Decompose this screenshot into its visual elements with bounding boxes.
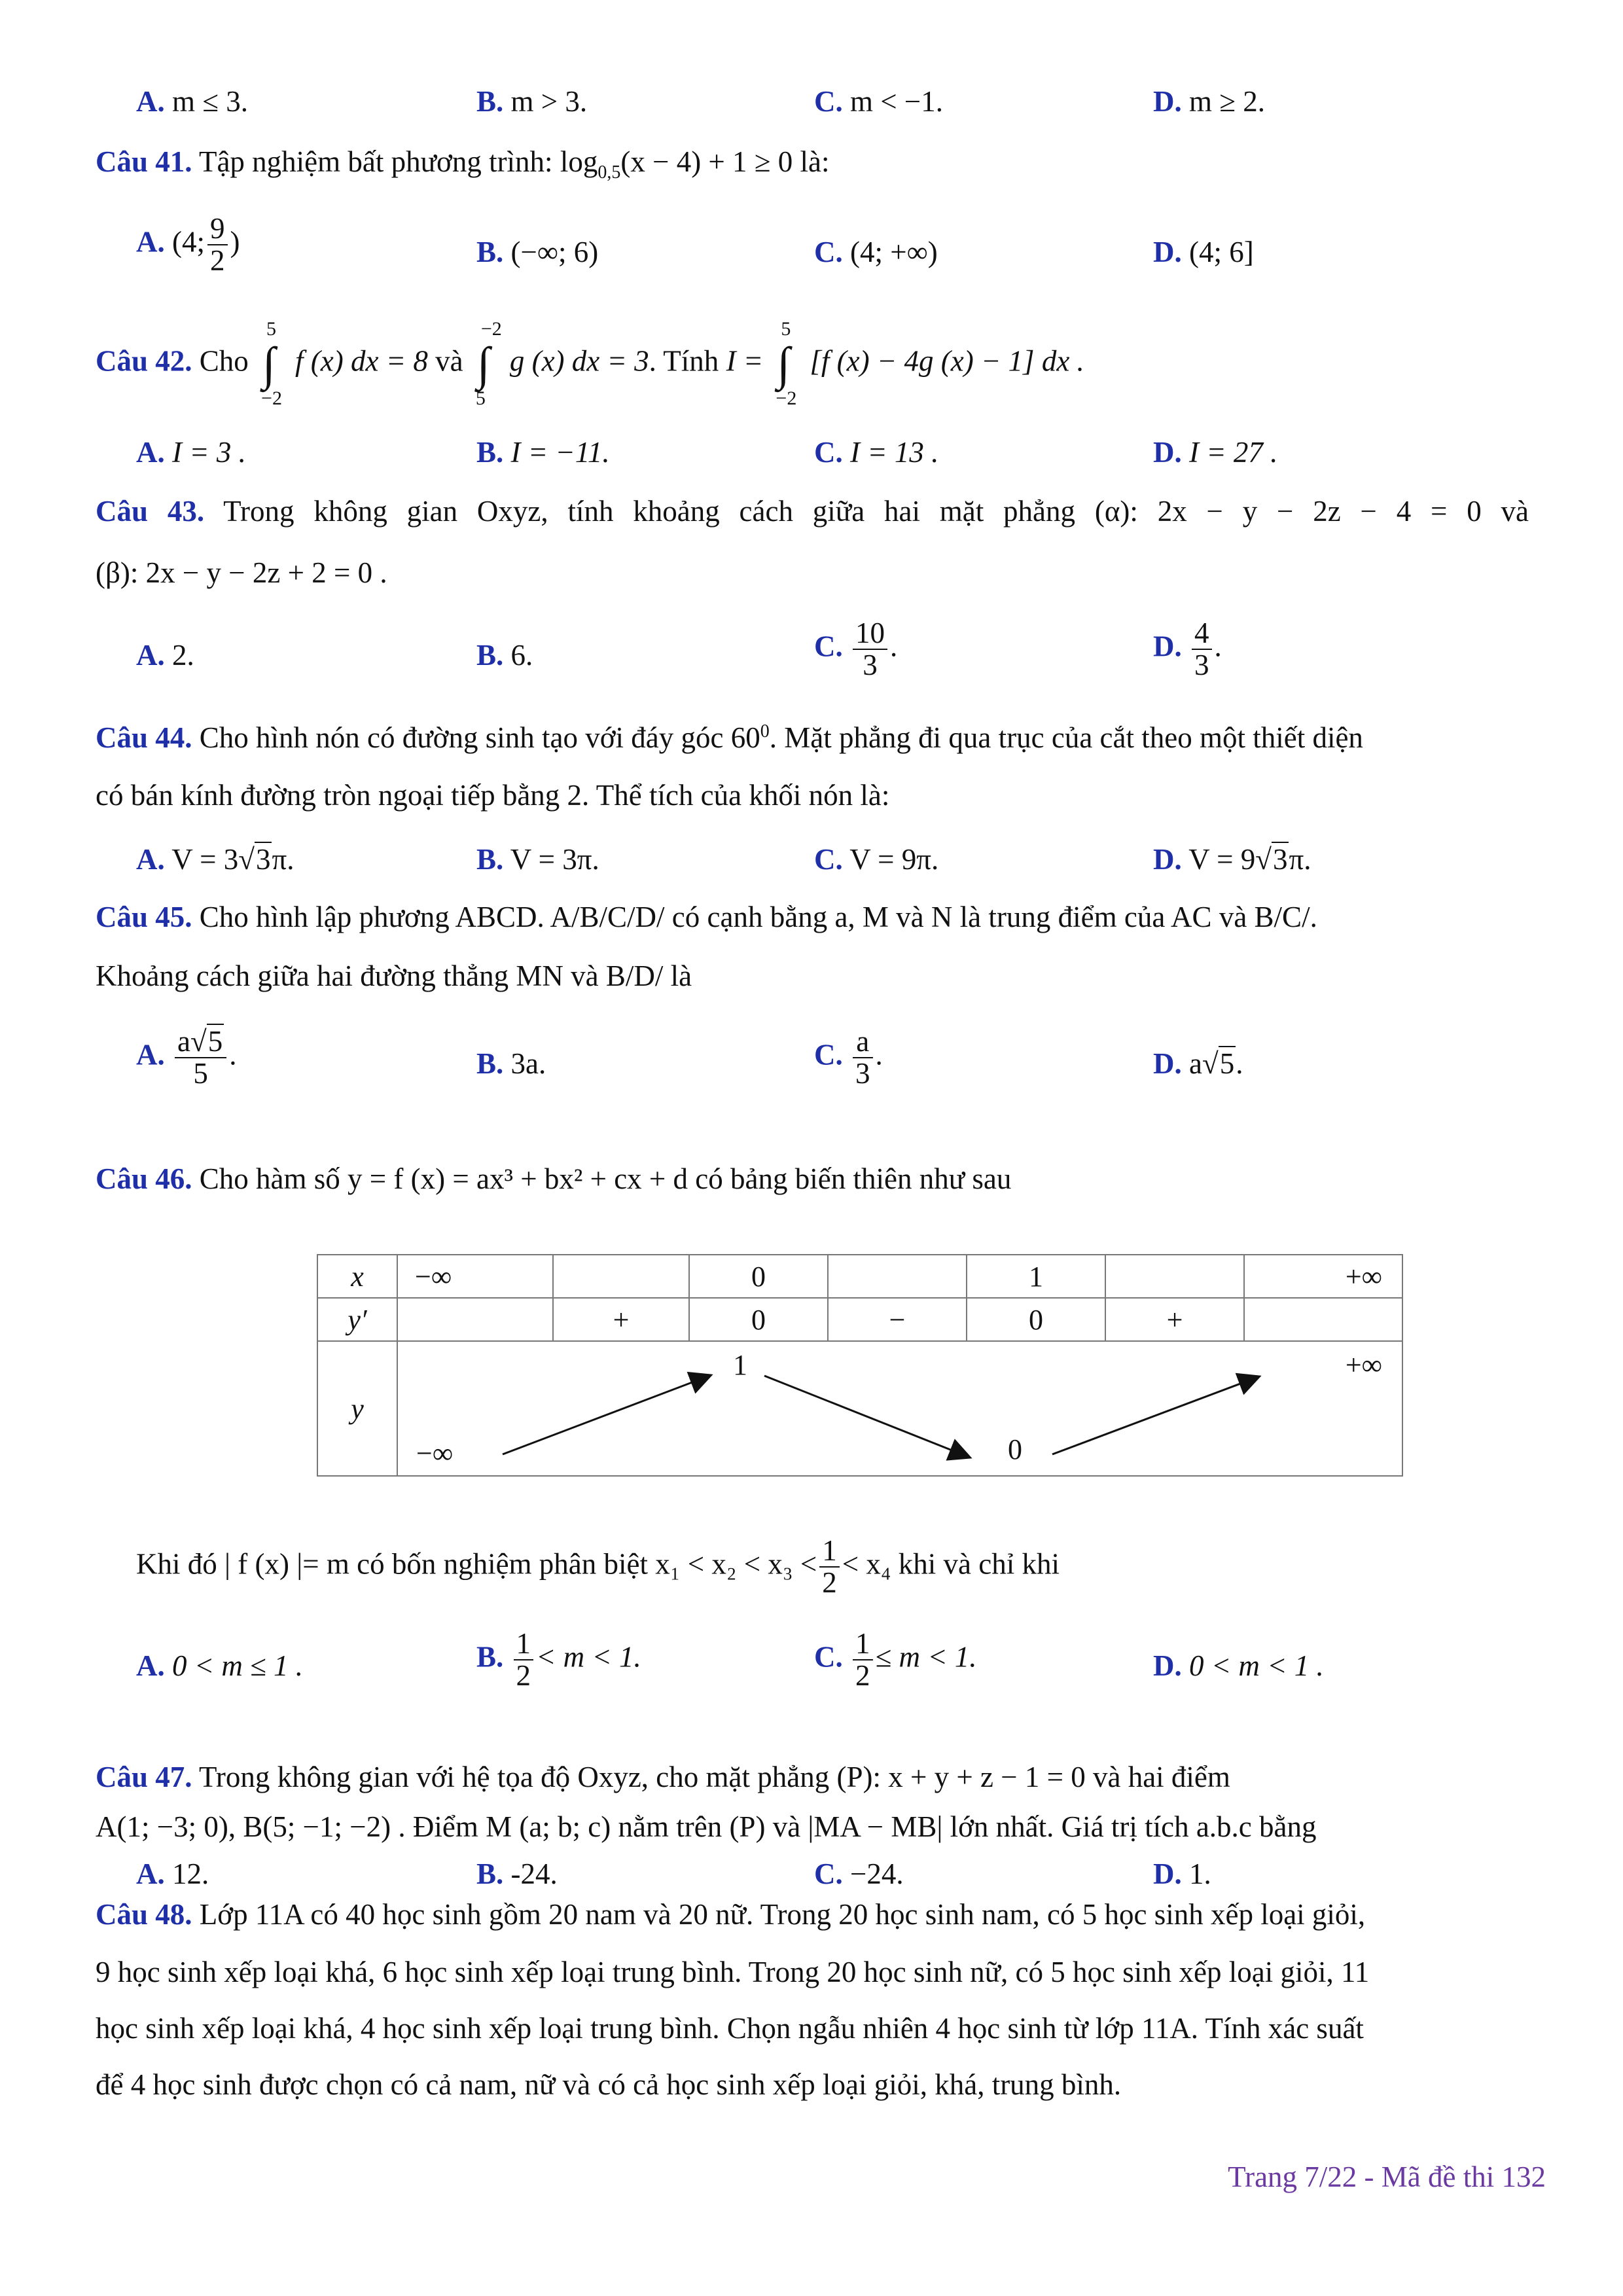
upper-limit: 5 xyxy=(781,318,791,340)
q47-stem-line1 xyxy=(96,1761,1230,1795)
numerator: 1 xyxy=(514,1628,534,1660)
option-text: I = 27 . xyxy=(1189,436,1278,469)
punctuation: . xyxy=(1236,1047,1243,1080)
integral-2 xyxy=(471,318,510,410)
fraction xyxy=(819,1535,840,1599)
q42-option-b[interactable] xyxy=(476,436,610,470)
q45-stem-line2: Khoảng cách giữa hai đường thẳng MN và B/D/ là xyxy=(96,960,692,992)
integral-sign: ∫ xyxy=(262,338,276,390)
question-text: Tập nghiệm bất phương trình: xyxy=(198,145,553,178)
radicand: 3 xyxy=(1272,843,1288,876)
option-label: C. xyxy=(814,85,843,118)
option-text: m < −1. xyxy=(850,85,944,118)
option-label: B. xyxy=(476,436,504,469)
yprime-label: y′ xyxy=(317,1298,397,1341)
option-text: 0 < m ≤ 1 . xyxy=(172,1649,304,1682)
y-value: −∞ xyxy=(416,1437,454,1469)
q42-option-a[interactable] xyxy=(136,436,246,470)
yprime-zero: 0 xyxy=(689,1298,828,1341)
increasing-arrow-2 xyxy=(1052,1377,1258,1454)
denominator: 2 xyxy=(516,1659,531,1693)
q46-option-d[interactable] xyxy=(1153,1649,1324,1683)
option-text: V = 3 xyxy=(171,843,239,876)
question-number: Câu 41. xyxy=(96,145,192,178)
option-label: A. xyxy=(136,225,165,259)
question-text: Cho hình lập phương ABCD. A/B/C/D/ có cạnh bằng a, M và N là trung điểm của AC và B/C/. xyxy=(199,901,1317,933)
option-text: V = 9π. xyxy=(849,843,939,876)
q46-condition xyxy=(136,1535,1060,1599)
integral-body: g (x) dx = 3 xyxy=(509,344,649,378)
option-text: ) xyxy=(230,225,240,259)
punctuation: . xyxy=(890,630,898,663)
denominator: 3 xyxy=(1194,649,1209,682)
option-text: I = −11. xyxy=(510,436,610,469)
option-label: C. xyxy=(814,1857,843,1890)
q47-option-d[interactable] xyxy=(1153,1857,1211,1892)
q46-option-b[interactable] xyxy=(476,1628,641,1692)
question-text: . Mặt phẳng đi qua trục của cắt theo một thiết diện xyxy=(769,721,1363,754)
q48-stem-line2: 9 học sinh xếp loại khá, 6 học sinh xếp loại trung bình. Trong 20 học sinh nữ, có 5 học sinh xếp loại giỏi, 11 xyxy=(96,1956,1370,1988)
integral-sign: ∫ xyxy=(777,338,791,390)
option-label: B. xyxy=(476,236,504,268)
question-number: Câu 45. xyxy=(96,901,192,933)
x-value: 0 xyxy=(689,1255,828,1298)
x-value: −∞ xyxy=(397,1255,553,1298)
increasing-arrow-1 xyxy=(503,1376,709,1454)
option-text: 2. xyxy=(172,639,194,672)
q43-option-a[interactable] xyxy=(136,639,194,673)
q44-option-c[interactable] xyxy=(814,843,938,877)
q41-option-b[interactable] xyxy=(476,236,598,270)
q43-option-d[interactable] xyxy=(1153,618,1222,681)
numerator: 1 xyxy=(853,1628,873,1660)
x-value: +∞ xyxy=(1244,1255,1402,1298)
option-label: D. xyxy=(1153,1649,1182,1682)
q47-stem-line2: A(1; −3; 0), B(5; −1; −2) . Điểm M (a; b; c) nằm trên (P) và |MA − MB| lớn nhất. Giá trị tích a.b.c bằng xyxy=(96,1810,1317,1843)
question-text: Trong không gian Oxyz, tính khoảng cách giữa hai mặt phẳng (α): 2x − y − 2z − 4 = 0 và xyxy=(223,495,1529,528)
q43-option-b[interactable] xyxy=(476,639,533,673)
option-label: B. xyxy=(476,85,504,118)
q48-stem-line1 xyxy=(96,1898,1365,1932)
option-text: 0 < m < 1 . xyxy=(1189,1649,1324,1682)
fraction xyxy=(514,1628,534,1692)
sqrt-sign: √ xyxy=(1255,843,1272,876)
question-text: Lớp 11A có 40 học sinh gồm 20 nam và 20 nữ. Trong 20 học sinh nam, có 5 học sinh xếp loại giỏi, xyxy=(199,1898,1366,1931)
question-number: Câu 44. xyxy=(96,721,192,754)
option-label: B. xyxy=(476,1047,504,1080)
denominator: 5 xyxy=(193,1057,208,1090)
fraction xyxy=(853,618,887,681)
q40-option-a[interactable] xyxy=(136,85,248,119)
option-label: B. xyxy=(476,1640,504,1674)
yprime-sign: + xyxy=(553,1298,689,1341)
q47-option-b[interactable] xyxy=(476,1857,558,1892)
y-label: y xyxy=(317,1341,397,1476)
q44-option-d[interactable] xyxy=(1153,843,1311,877)
sqrt-sign: √ xyxy=(238,843,255,876)
option-label: B. xyxy=(476,843,504,876)
integral-body: f (x) dx = 8 xyxy=(295,344,428,378)
option-label: A. xyxy=(136,436,165,469)
option-text: ≤ m < 1. xyxy=(875,1640,977,1674)
q45-option-a[interactable] xyxy=(136,1026,236,1090)
q45-option-c[interactable] xyxy=(814,1026,883,1090)
sqrt-sign: √ xyxy=(1202,1047,1219,1080)
upper-limit: −2 xyxy=(480,318,502,340)
fraction xyxy=(1192,618,1212,681)
question-text: Trong không gian với hệ tọa độ Oxyz, cho mặt phẳng (P): x + y + z − 1 = 0 và hai điểm xyxy=(198,1761,1230,1793)
y-value: 0 xyxy=(1008,1433,1022,1465)
variation-table xyxy=(317,1254,1403,1477)
integral-3 xyxy=(770,318,810,410)
option-text: (4; xyxy=(172,225,205,259)
q47-option-a[interactable] xyxy=(136,1857,209,1892)
log-base: 0,5 xyxy=(597,162,621,183)
denominator: 2 xyxy=(855,1659,870,1693)
option-label: A. xyxy=(136,1649,165,1682)
question-number: Câu 43. xyxy=(96,495,205,528)
option-text: 3a. xyxy=(510,1047,546,1080)
punctuation: . xyxy=(229,1038,237,1071)
option-text: 1. xyxy=(1189,1857,1211,1890)
denominator: 2 xyxy=(822,1566,837,1600)
q42-stem xyxy=(96,318,1084,410)
question-text: . Tính xyxy=(649,344,719,378)
q41-option-d[interactable] xyxy=(1153,236,1254,270)
question-number: Câu 48. xyxy=(96,1898,192,1931)
numerator-text: a xyxy=(177,1025,190,1058)
numerator: 10 xyxy=(853,618,887,650)
option-text: (−∞; 6) xyxy=(510,236,599,268)
lower-limit: −2 xyxy=(261,387,282,409)
q43-option-c[interactable] xyxy=(814,618,897,681)
question-text: Cho hình nón có đường sinh tạo với đáy góc 60 xyxy=(199,721,760,754)
option-text: 6. xyxy=(510,639,533,672)
integral-1 xyxy=(256,318,295,410)
option-text: V = 9 xyxy=(1188,843,1256,876)
option-text: −24. xyxy=(850,1857,904,1890)
option-label: D. xyxy=(1153,436,1182,469)
option-text: -24. xyxy=(510,1857,558,1890)
option-text: π. xyxy=(1289,843,1311,876)
y-value: +∞ xyxy=(1345,1349,1382,1381)
option-label: C. xyxy=(814,1640,843,1674)
option-text: I = 13 . xyxy=(850,436,939,469)
option-label: C. xyxy=(814,236,843,268)
q41-option-c[interactable] xyxy=(814,236,938,270)
question-tail: là: xyxy=(800,145,830,178)
fraction xyxy=(175,1026,226,1090)
y-row xyxy=(397,1341,1402,1476)
integral-sign: ∫ xyxy=(476,338,490,390)
option-label: A. xyxy=(136,843,165,876)
q40-option-d[interactable] xyxy=(1153,85,1265,119)
question-text: Cho hàm số y = f (x) = ax³ + bx² + cx + d có bảng biến thiên như sau xyxy=(199,1162,1012,1195)
numerator: 1 xyxy=(819,1535,840,1568)
q45-stem-line1 xyxy=(96,901,1317,935)
x-value: 1 xyxy=(967,1255,1105,1298)
option-text: V = 3π. xyxy=(510,843,599,876)
q45-option-b[interactable] xyxy=(476,1047,546,1081)
q48-stem-line3: học sinh xếp loại khá, 4 học sinh xếp loại trung bình. Chọn ngẫu nhiên 4 học sinh từ lớp 11A. Tính xác suất xyxy=(96,2012,1364,2045)
y-value: 1 xyxy=(733,1349,747,1381)
decreasing-arrow xyxy=(764,1376,969,1457)
option-label: B. xyxy=(476,639,504,672)
option-label: B. xyxy=(476,1857,504,1890)
option-label: A. xyxy=(136,639,165,672)
option-label: A. xyxy=(136,1857,165,1890)
radicand: 5 xyxy=(207,1025,223,1058)
q45-option-d[interactable] xyxy=(1153,1047,1243,1081)
q42-option-d[interactable] xyxy=(1153,436,1277,470)
radicand: 3 xyxy=(255,843,271,876)
option-label: A. xyxy=(136,1038,165,1071)
punctuation: . xyxy=(1214,630,1222,663)
option-text: (4; 6] xyxy=(1189,236,1254,268)
option-text: m ≤ 3. xyxy=(172,85,248,118)
q48-stem-line4: để 4 học sinh được chọn có cả nam, nữ và có cả học sinh xếp loại giỏi, khá, trung bình. xyxy=(96,2068,1122,2101)
q44-option-b[interactable] xyxy=(476,843,599,877)
denominator: 3 xyxy=(855,1057,870,1090)
denominator: 2 xyxy=(210,244,225,278)
option-text: (4; +∞) xyxy=(850,236,938,268)
q47-option-c[interactable] xyxy=(814,1857,904,1892)
q40-option-b[interactable] xyxy=(476,85,587,119)
numerator: 9 xyxy=(207,213,228,245)
q44-stem-line1 xyxy=(96,721,1363,755)
log-rest: (x − 4) + 1 ≥ 0 xyxy=(620,145,793,178)
lower-limit: −2 xyxy=(776,387,797,409)
q46-option-a[interactable] xyxy=(136,1649,303,1683)
q44-stem-line2: có bán kính đường tròn ngoại tiếp bằng 2. Thể tích của khối nón là: xyxy=(96,779,890,812)
option-label: C. xyxy=(814,436,843,469)
condition-text: < x₄ khi và chỉ khi xyxy=(842,1547,1060,1581)
yprime-sign: − xyxy=(828,1298,967,1341)
degree-superscript: 0 xyxy=(760,721,770,742)
yprime-sign: + xyxy=(1105,1298,1244,1341)
yprime-zero: 0 xyxy=(967,1298,1105,1341)
log-expr: log xyxy=(560,145,598,178)
option-label: D. xyxy=(1153,630,1182,663)
option-label: D. xyxy=(1153,843,1182,876)
q41-option-a[interactable] xyxy=(136,213,240,277)
option-text: π. xyxy=(272,843,294,876)
option-label: D. xyxy=(1153,1047,1182,1080)
denominator: 3 xyxy=(863,649,878,682)
q42-option-c[interactable] xyxy=(814,436,938,470)
option-text: < m < 1. xyxy=(536,1640,641,1674)
punctuation: . xyxy=(875,1038,883,1071)
question-number: Câu 42. xyxy=(96,344,192,378)
option-text: I = 3 . xyxy=(172,436,246,469)
question-text: và xyxy=(435,344,463,378)
fraction xyxy=(853,1026,873,1090)
question-text: Cho xyxy=(199,344,249,378)
option-label: D. xyxy=(1153,85,1182,118)
option-label: C. xyxy=(814,1038,843,1071)
option-text: 12. xyxy=(172,1857,209,1890)
numerator: a xyxy=(853,1026,873,1058)
option-text: m > 3. xyxy=(510,85,588,118)
q41-stem xyxy=(96,145,830,183)
page-footer: Trang 7/22 - Mã đề thi 132 xyxy=(1228,2161,1546,2193)
radicand: 5 xyxy=(1219,1047,1235,1080)
condition-text: Khi đó | f (x) |= m có bốn nghiệm phân biệt x₁ < x₂ < x₃ < xyxy=(136,1547,817,1581)
option-label: D. xyxy=(1153,1857,1182,1890)
sqrt-sign: √ xyxy=(190,1025,207,1058)
option-text: a xyxy=(1189,1047,1202,1080)
option-label: A. xyxy=(136,85,165,118)
q46-stem xyxy=(96,1162,1011,1196)
q40-option-c[interactable] xyxy=(814,85,943,119)
question-number: Câu 47. xyxy=(96,1761,192,1793)
variation-arrows xyxy=(398,1342,1370,1475)
numerator: 4 xyxy=(1192,618,1212,650)
integral-body: [f (x) − 4g (x) − 1] dx . xyxy=(810,344,1084,378)
q44-option-a[interactable] xyxy=(136,843,294,877)
q46-option-c[interactable] xyxy=(814,1628,977,1692)
integral-var: I = xyxy=(726,344,764,378)
lower-limit: 5 xyxy=(475,387,486,409)
x-label: x xyxy=(317,1255,397,1298)
option-text: m ≥ 2. xyxy=(1189,85,1265,118)
question-number: Câu 46. xyxy=(96,1162,192,1195)
q43-stem-line1 xyxy=(96,495,1529,529)
fraction xyxy=(853,1628,873,1692)
option-label: C. xyxy=(814,843,843,876)
option-label: C. xyxy=(814,630,843,663)
q43-stem-line2: (β): 2x − y − 2z + 2 = 0 . xyxy=(96,556,387,589)
upper-limit: 5 xyxy=(266,318,277,340)
numerator xyxy=(175,1026,226,1058)
option-label: D. xyxy=(1153,236,1182,268)
fraction xyxy=(207,213,228,277)
